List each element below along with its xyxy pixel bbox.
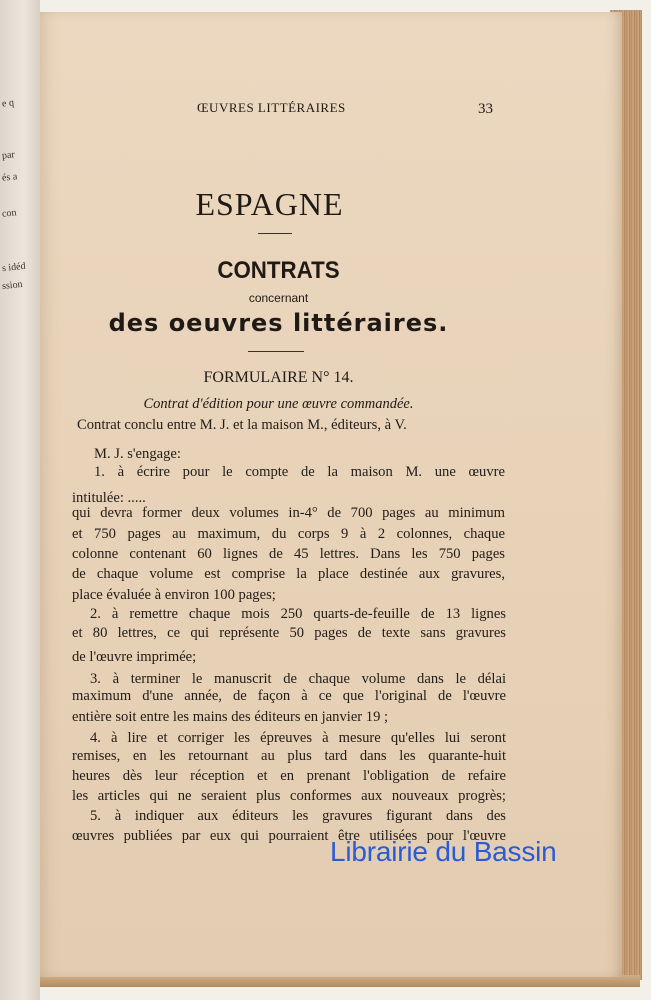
- facing-page-edge: [0, 0, 40, 1000]
- facing-page-text-fragment: par: [1, 149, 16, 162]
- body-line: 4. à lire et corriger les épreuves à mesure qu'elles lui seront: [90, 730, 506, 746]
- body-line: 5. à indiquer aux éditeurs les gravures figurant dans des: [90, 808, 506, 824]
- heading-concernant: concernant: [248, 291, 309, 305]
- divider: [258, 233, 292, 234]
- body-line: heures dès leur réception et en prenant l'obligation de refaire: [72, 768, 506, 784]
- body-line: remises, en les retournant au plus tard dans les quarante-huit: [72, 748, 506, 764]
- body-line: maximum d'une année, de façon à ce que l'original de l'œuvre: [72, 688, 506, 704]
- body-line: intitulée: .....: [72, 490, 146, 506]
- facing-page-text-fragment: és a: [1, 171, 18, 184]
- body-line: de chaque volume est comprise la place destinée aux gravures,: [72, 566, 505, 582]
- body-line: Contrat conclu entre M. J. et la maison M., éditeurs, à V.: [77, 417, 407, 433]
- body-line: M. J. s'engage:: [94, 446, 181, 462]
- seller-watermark: Librairie du Bassin: [330, 836, 557, 867]
- body-line: 3. à terminer le manuscrit de chaque volume dans le délai: [90, 671, 506, 687]
- body-line: 2. à remettre chaque mois 250 quarts-de-feuille de 13 lignes: [90, 606, 506, 622]
- form-title: FORMULAIRE N° 14.: [203, 369, 354, 386]
- running-head: ŒUVRES LITTÉRAIRES: [197, 100, 346, 115]
- body-line: colonne contenant 60 lignes de 45 lettres. Dans les 750 pages: [72, 546, 505, 562]
- page-number: 33: [478, 101, 493, 117]
- heading-contrats: CONTRATS: [217, 257, 340, 284]
- body-line: œuvres publiées par eux qui pourraient être utilisées pour l'œuvre: [72, 828, 506, 844]
- page-title: ESPAGNE: [195, 186, 344, 222]
- facing-page-text-fragment: ssion: [1, 278, 24, 293]
- body-line: les articles qui ne seraient plus conformes aux nouveaux progrès;: [72, 788, 506, 804]
- heading-oeuvres: des oeuvres littéraires.: [108, 309, 449, 337]
- body-line: et 750 pages au maximum, du corps 9 à 2 colonnes, chaque: [72, 526, 505, 542]
- divider: [248, 351, 304, 352]
- body-line: qui devra former deux volumes in-4° de 700 pages au minimum: [72, 505, 505, 521]
- body-line: de l'œuvre imprimée;: [72, 649, 197, 665]
- form-subtitle: Contrat d'édition pour une œuvre commandée.: [143, 396, 414, 412]
- facing-page-text-fragment: e q: [1, 97, 15, 110]
- body-line: et 80 lettres, ce qui représente 50 pages de texte sans gravures: [72, 625, 506, 641]
- facing-page-text-fragment: s idéd: [1, 260, 27, 275]
- body-line: 1. à écrire pour le compte de la maison M. une œuvre: [94, 464, 505, 480]
- body-line: place évaluée à environ 100 pages;: [72, 587, 276, 603]
- body-line: entière soit entre les mains des éditeurs en janvier 19 ;: [72, 709, 389, 725]
- facing-page-text-fragment: con: [1, 207, 17, 220]
